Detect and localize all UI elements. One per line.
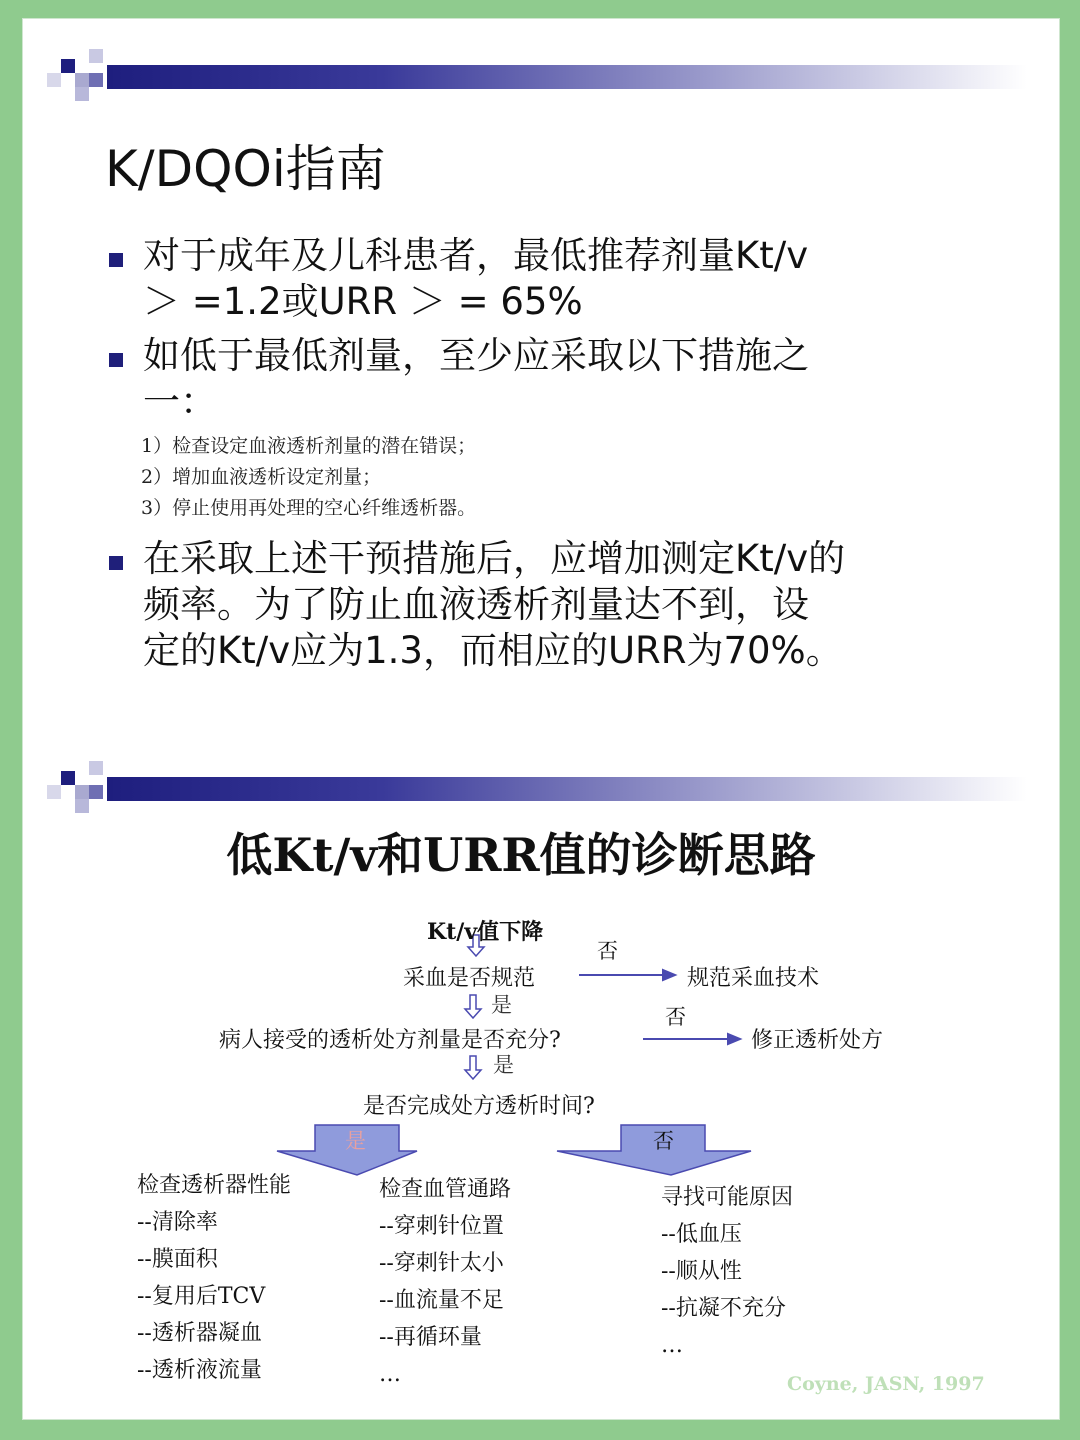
column-item: --顺从性: [661, 1259, 742, 1284]
dialyzer-check-column: [137, 1167, 291, 1389]
column-item: --穿刺针位置: [379, 1214, 504, 1239]
bullet-text-line: ＞ =1.2或URR ＞ = 65%: [143, 280, 583, 323]
column-item: --血流量不足: [379, 1288, 504, 1313]
column-item: --膜面积: [137, 1247, 218, 1272]
bullet-text-line: 对于成年及儿科患者，最低推荐剂量Kt/v: [143, 234, 809, 277]
column-heading: 检查透析器性能: [137, 1173, 292, 1198]
column-item: --透析液流量: [137, 1358, 262, 1383]
column-item: --穿刺针太小: [379, 1251, 504, 1276]
flow-action-prescription: 修正透析处方: [751, 1028, 884, 1053]
measure-sublist: [109, 431, 989, 524]
column-item: --复用后TCV: [137, 1284, 266, 1309]
column-item: …: [661, 1333, 683, 1358]
page-frame: [22, 18, 1060, 1420]
sublist-item: 2）增加血液透析设定剂量；: [141, 466, 382, 488]
column-item: …: [379, 1362, 401, 1387]
column-item: --再循环量: [379, 1325, 482, 1350]
down-arrow-icon: [465, 935, 484, 1079]
column-item: --抗凝不充分: [661, 1296, 786, 1321]
bullet-square-icon: [109, 253, 123, 267]
flow-label-no: 否: [597, 939, 618, 963]
flow-label-yes: 是: [493, 1053, 514, 1077]
bullet-text-line: 如低于最低剂量，至少应采取以下措施之: [143, 334, 809, 377]
sublist-item: 1）检查设定血液透析剂量的潜在错误；: [141, 435, 477, 457]
possible-causes-column: [661, 1179, 793, 1364]
slide-title: K/DQOi指南: [105, 140, 386, 198]
bullet-square-icon: [109, 556, 123, 570]
bullet-text-line: 定的Kt/v应为1.3，而相应的URR为70%。: [143, 629, 843, 672]
slide-guideline: [23, 19, 1059, 739]
slide-diagnosis-flow: [23, 739, 1059, 1419]
bullet-list: [109, 233, 989, 674]
bullet-item: [109, 536, 989, 674]
column-heading: 寻找可能原因: [661, 1185, 794, 1210]
bullet-text-line: 一：: [143, 380, 217, 423]
flow-label-yes: 是: [491, 993, 512, 1017]
flow-label-no: 否: [665, 1005, 686, 1029]
column-item: --透析器凝血: [137, 1321, 262, 1346]
sublist-item: 3）停止使用再处理的空心纤维透析器。: [141, 497, 477, 519]
flow-start: Kt/v值下降: [427, 919, 544, 945]
bullet-text-line: 频率。为了防止血液透析剂量达不到，设: [143, 583, 809, 626]
vascular-access-column: [379, 1171, 511, 1393]
column-item: --低血压: [661, 1222, 742, 1247]
flow-question-dose: 病人接受的透析处方剂量是否充分?: [219, 1028, 561, 1053]
citation: Coyne, JASN, 1997: [787, 1373, 985, 1395]
flow-label-yes: 是: [345, 1129, 366, 1153]
bullet-square-icon: [109, 353, 123, 367]
flow-label-no: 否: [653, 1129, 674, 1153]
column-heading: 检查血管通路: [379, 1177, 512, 1202]
flow-question-time: 是否完成处方透析时间?: [363, 1094, 595, 1119]
flow-action-sampling: 规范采血技术: [687, 966, 820, 991]
bullet-item: [109, 333, 989, 425]
slide-title: 低Kt/v和URR值的诊断思路: [226, 828, 816, 882]
column-item: --清除率: [137, 1210, 218, 1235]
bullet-item: [109, 233, 989, 325]
bullet-text-line: 在采取上述干预措施后，应增加测定Kt/v的: [143, 537, 846, 580]
flow-question-sampling: 采血是否规范: [403, 966, 536, 991]
header-decoration-bar: [47, 47, 1027, 107]
